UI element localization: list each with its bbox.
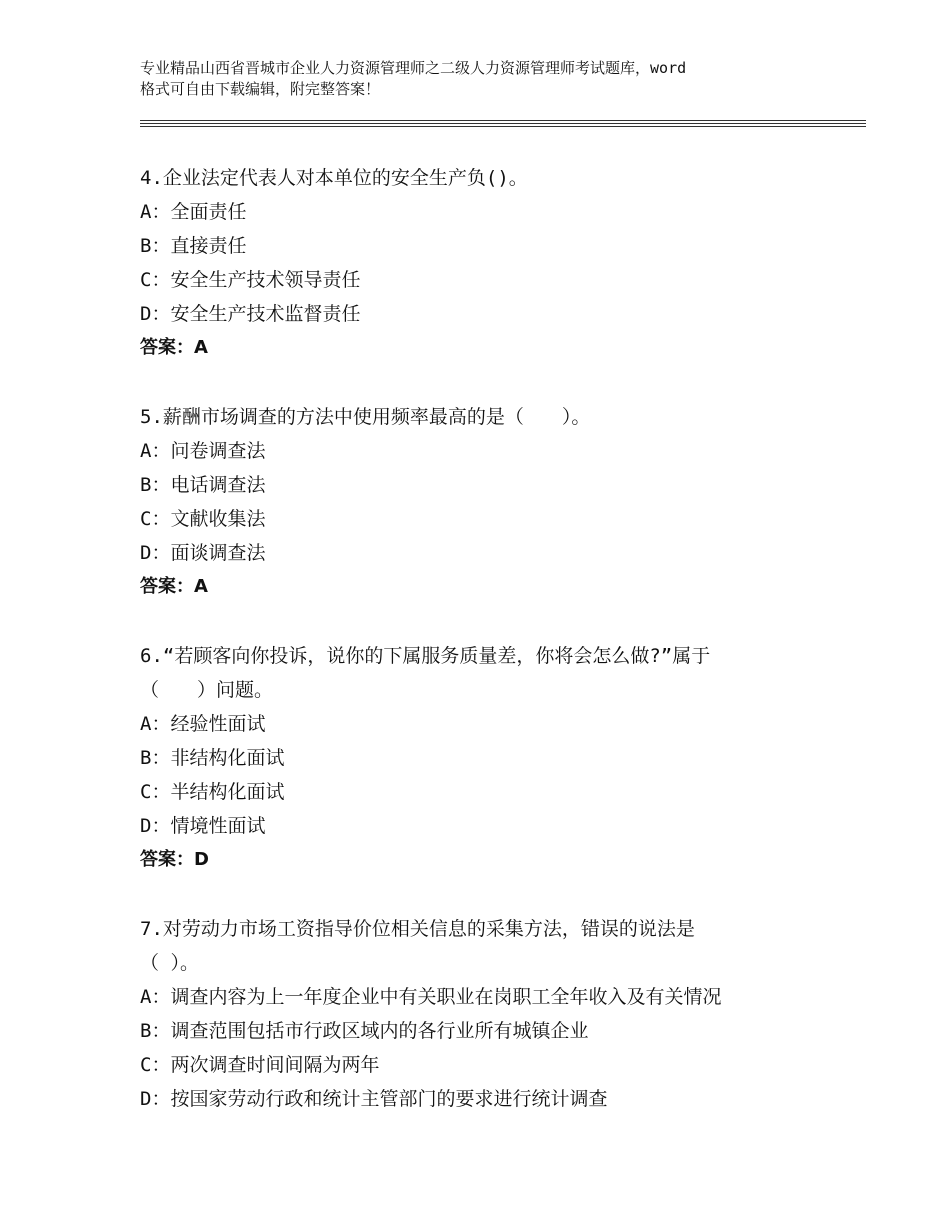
option-b: B：直接责任: [140, 235, 247, 257]
header-line-1: 专业精品山西省晋城市企业人力资源管理师之二级人力资源管理师考试题库，word: [140, 59, 687, 77]
question-4: [140, 161, 820, 365]
question-text: 4.企业法定代表人对本单位的安全生产负()。: [140, 167, 528, 189]
option-c: C：两次调查时间间隔为两年: [140, 1054, 380, 1076]
option-d: D：情境性面试: [140, 815, 266, 837]
header-divider-line-1: [140, 120, 866, 121]
option-d: D：按国家劳动行政和统计主管部门的要求进行统计调查: [140, 1088, 608, 1110]
header-divider-line-2: [140, 123, 866, 124]
option-b: B：非结构化面试: [140, 747, 285, 769]
question-text: 7.对劳动力市场工资指导价位相关信息的采集方法，错误的说法是: [140, 918, 695, 940]
option-c: C：文献收集法: [140, 508, 266, 530]
option-a: A：经验性面试: [140, 713, 266, 735]
answer-line: 答案：A: [140, 337, 208, 358]
question-text-continued: （ ）问题。: [140, 679, 274, 701]
answer-line: 答案：A: [140, 576, 208, 597]
question-text-continued: （ ）。: [140, 952, 199, 974]
option-a: A：问卷调查法: [140, 440, 266, 462]
question-text: 5.薪酬市场调查的方法中使用频率最高的是（ ）。: [140, 406, 591, 428]
question-5: [140, 400, 820, 604]
option-b: B：电话调查法: [140, 474, 266, 496]
header-divider-line-3: [140, 126, 866, 127]
question-6: [140, 639, 820, 877]
option-a: A：调查内容为上一年度企业中有关职业在岗职工全年收入及有关情况: [140, 986, 722, 1008]
question-7: [140, 912, 820, 1116]
document-header: [140, 58, 840, 100]
question-text: 6.“若顾客向你投诉，说你的下属服务质量差，你将会怎么做?”属于: [140, 645, 711, 667]
option-d: D：面谈调查法: [140, 542, 266, 564]
header-line-2: 格式可自由下载编辑，附完整答案！: [140, 80, 381, 98]
option-b: B：调查范围包括市行政区域内的各行业所有城镇企业: [140, 1020, 589, 1042]
answer-line: 答案：D: [140, 849, 209, 870]
option-c: C：安全生产技术领导责任: [140, 269, 361, 291]
option-a: A：全面责任: [140, 201, 247, 223]
option-c: C：半结构化面试: [140, 781, 285, 803]
option-d: D：安全生产技术监督责任: [140, 303, 361, 325]
